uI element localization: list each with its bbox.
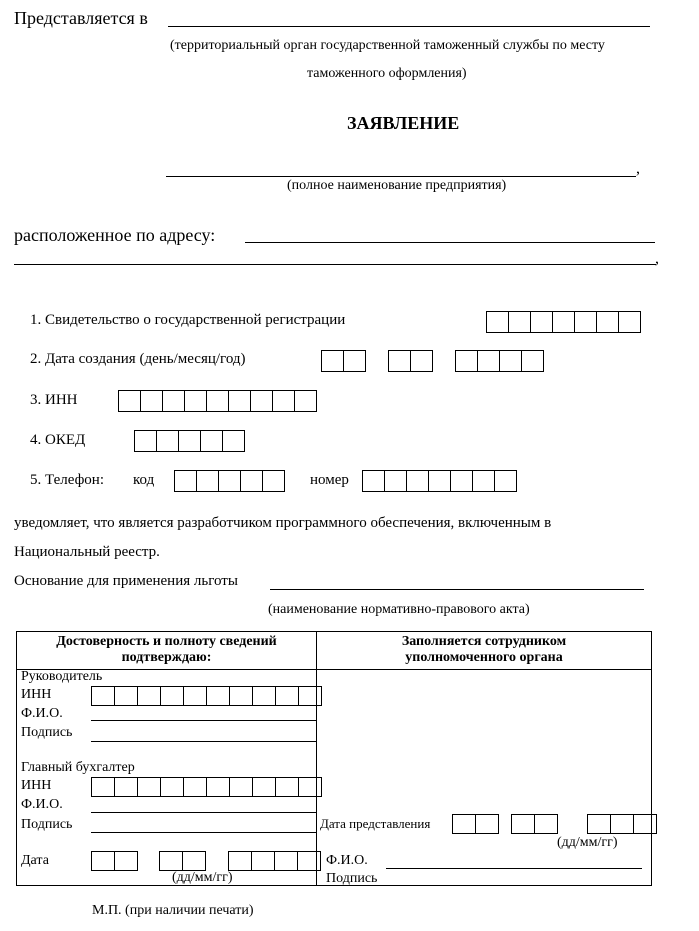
authority-note-line1: (территориальный орган государственной таможенный службы по месту bbox=[170, 38, 605, 53]
company-name-field[interactable] bbox=[166, 176, 636, 177]
accountant-fio-label: Ф.И.О. bbox=[21, 797, 63, 812]
submission-day-boxes[interactable] bbox=[452, 814, 499, 834]
creation-date-label: 2. Дата создания (день/месяц/год) bbox=[30, 351, 246, 367]
notice-line1: уведомляет, что является разработчиком программного обеспечения, включенным в bbox=[14, 515, 552, 531]
phone-number-boxes[interactable] bbox=[362, 470, 517, 492]
officer-fio-field[interactable] bbox=[386, 868, 642, 869]
authority-note-line2: таможенного оформления) bbox=[307, 66, 467, 81]
left-header-line1: Достоверность и полноту сведений bbox=[56, 634, 277, 649]
submission-date-label: Дата представления bbox=[320, 816, 431, 831]
notice-line2: Национальный реестр. bbox=[14, 544, 160, 560]
officer-signature-label: Подпись bbox=[326, 871, 378, 886]
date-label: Дата bbox=[21, 853, 49, 868]
address-field-line2[interactable] bbox=[14, 264, 656, 265]
basis-field[interactable] bbox=[270, 589, 644, 590]
director-title: Руководитель bbox=[21, 669, 103, 684]
director-fio-label: Ф.И.О. bbox=[21, 706, 63, 721]
accountant-inn-boxes[interactable] bbox=[91, 777, 322, 797]
company-name-note: (полное наименование предприятия) bbox=[287, 178, 507, 193]
phone-code-label: код bbox=[133, 472, 155, 488]
director-fio-field[interactable] bbox=[91, 720, 316, 721]
director-inn-label: ИНН bbox=[21, 687, 52, 702]
phone-label: 5. Телефон: bbox=[30, 472, 104, 488]
date-year-boxes[interactable] bbox=[228, 851, 321, 871]
creation-day-boxes[interactable] bbox=[321, 350, 366, 372]
basis-note: (наименование нормативно-правового акта) bbox=[268, 602, 530, 617]
director-signature-label: Подпись bbox=[21, 725, 73, 740]
date-format-note: (дд/мм/гг) bbox=[172, 870, 233, 885]
director-signature-field[interactable] bbox=[91, 741, 316, 742]
submission-month-boxes[interactable] bbox=[511, 814, 558, 834]
registration-label: 1. Свидетельство о государственной регистрации bbox=[30, 312, 346, 328]
document-title: ЗАЯВЛЕНИЕ bbox=[347, 113, 460, 133]
phone-code-boxes[interactable] bbox=[174, 470, 285, 492]
oked-boxes[interactable] bbox=[134, 430, 245, 452]
creation-month-boxes[interactable] bbox=[388, 350, 433, 372]
accountant-inn-label: ИНН bbox=[21, 778, 52, 793]
right-header-line1: Заполняется сотрудником bbox=[401, 634, 567, 649]
oked-label: 4. ОКЕД bbox=[30, 432, 86, 448]
right-header-line2: уполномоченного органа bbox=[405, 650, 563, 665]
basis-label: Основание для применения льготы bbox=[14, 573, 238, 589]
address-label: расположенное по адресу: bbox=[14, 225, 216, 245]
phone-number-label: номер bbox=[310, 472, 349, 488]
authority-field[interactable] bbox=[168, 26, 650, 27]
address-comma: , bbox=[655, 250, 659, 267]
stamp-note: М.П. (при наличии печати) bbox=[92, 903, 254, 918]
right-header bbox=[317, 634, 651, 666]
left-header-line2: подтверждаю: bbox=[121, 650, 212, 665]
submission-date-format: (дд/мм/гг) bbox=[557, 835, 618, 850]
submitted-to-label: Представляется в bbox=[14, 8, 148, 28]
date-month-boxes[interactable] bbox=[159, 851, 206, 871]
accountant-fio-field[interactable] bbox=[91, 812, 316, 813]
director-inn-boxes[interactable] bbox=[91, 686, 322, 706]
company-comma: , bbox=[636, 160, 640, 177]
accountant-signature-field[interactable] bbox=[91, 832, 316, 833]
inn-label: 3. ИНН bbox=[30, 392, 78, 408]
officer-fio-label: Ф.И.О. bbox=[326, 853, 368, 868]
inn-boxes[interactable] bbox=[118, 390, 317, 412]
submission-year-boxes[interactable] bbox=[587, 814, 657, 834]
creation-year-boxes[interactable] bbox=[455, 350, 544, 372]
registration-boxes[interactable] bbox=[486, 311, 641, 333]
table-header-divider bbox=[16, 669, 652, 670]
left-header bbox=[17, 634, 316, 666]
accountant-title: Главный бухгалтер bbox=[21, 760, 135, 775]
address-field-line1[interactable] bbox=[245, 242, 655, 243]
date-day-boxes[interactable] bbox=[91, 851, 138, 871]
accountant-signature-label: Подпись bbox=[21, 817, 73, 832]
